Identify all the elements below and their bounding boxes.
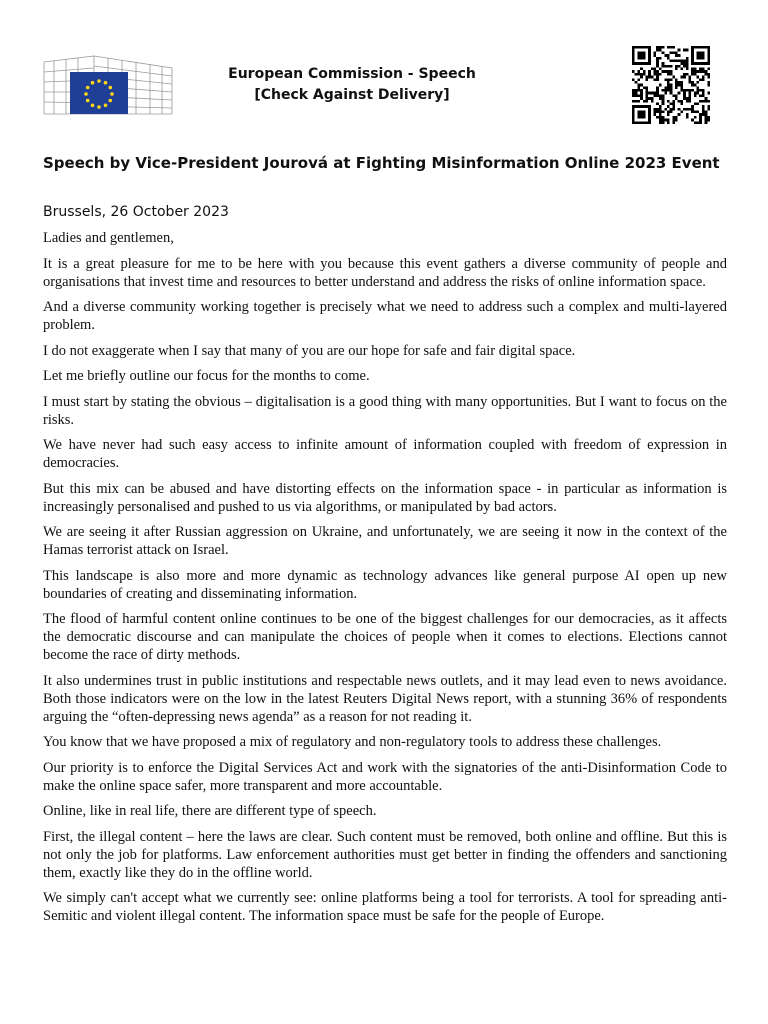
header-line-2: [Check Against Delivery] (254, 87, 450, 103)
qr-code-icon (632, 46, 710, 124)
paragraph: Ladies and gentlemen, (43, 230, 174, 246)
paragraph: Let me briefly outline our focus for the months to come. (43, 368, 370, 384)
paragraph: First, the illegal content – here the laws are clear. Such content must be removed, both online and offline. But this is not only the job for platforms. Law enforcement authorities must get better in finding the offenders and sanctioning them, exactly like they do in the offline world. (43, 828, 727, 881)
paragraph: You know that we have proposed a mix of regulatory and non-regulatory tools to address these challenges. (43, 734, 662, 750)
paragraph: We simply can't accept what we currently see: online platforms being a tool for terrorists. A tool for spreading anti-Semitic and violent illegal content. The information space must be safe for the people of Europe. (43, 890, 727, 924)
paragraph: I do not exaggerate when I say that many of you are our hope for safe and fair digital space. (43, 342, 576, 359)
paragraph: This landscape is also more and more dynamic as technology advances like general purpose AI open up new boundaries of creating and disseminating information. (43, 567, 727, 602)
paragraph: But this mix can be abused and have distorting effects on the information space - in particular as information is increasingly personalised and pushed to us via algorithms, or manipulated by bad actors. (43, 480, 727, 515)
paragraph: I must start by stating the obvious – digitalisation is a good thing with many opportunities. But I want to focus on the risks. (43, 393, 727, 428)
european-commission-logo-icon (42, 52, 174, 118)
paragraph: It also undermines trust in public institutions and respectable news outlets, and it may lead even to news avoidance. Both those indicators were on the low in the latest Reuters Digital News report, with a stunning 36% of respondents arguing the “often-depressing news agenda” as a reason for not reading it. (43, 672, 727, 725)
speech-title: Speech by Vice-President Jourová at Fighting Misinformation Online 2023 Event (43, 154, 720, 172)
paragraph: It is a great pleasure for me to be here with you because this event gathers a diverse community of people and organisations that invest time and resources to better understand and address the risks of online information space. (43, 255, 727, 290)
dateline: Brussels, 26 October 2023 (43, 204, 229, 220)
document-header (182, 64, 522, 106)
paragraph: Our priority is to enforce the Digital Services Act and work with the signatories of the anti-Disinformation Code to make the online space safer, more transparent and more accountable. (43, 759, 727, 794)
paragraph: We have never had such easy access to infinite amount of information coupled with freedom of expression in democracies. (43, 437, 727, 471)
speech-body (43, 229, 727, 933)
paragraph: Online, like in real life, there are different type of speech. (43, 803, 377, 819)
paragraph: We are seeing it after Russian aggression on Ukraine, and unfortunately, we are seeing it now in the context of the Hamas terrorist attack on Israel. (43, 524, 727, 558)
paragraph: The flood of harmful content online continues to be one of the biggest challenges for our democracies, as it affects the democratic discourse and can manipulate the choices of people when it comes to elections. Elections cannot become the race of dirty methods. (43, 611, 727, 663)
header-line-1: European Commission - Speech (228, 66, 476, 82)
paragraph: And a diverse community working together is precisely what we need to address such a complex and multi-layered problem. (43, 299, 727, 333)
